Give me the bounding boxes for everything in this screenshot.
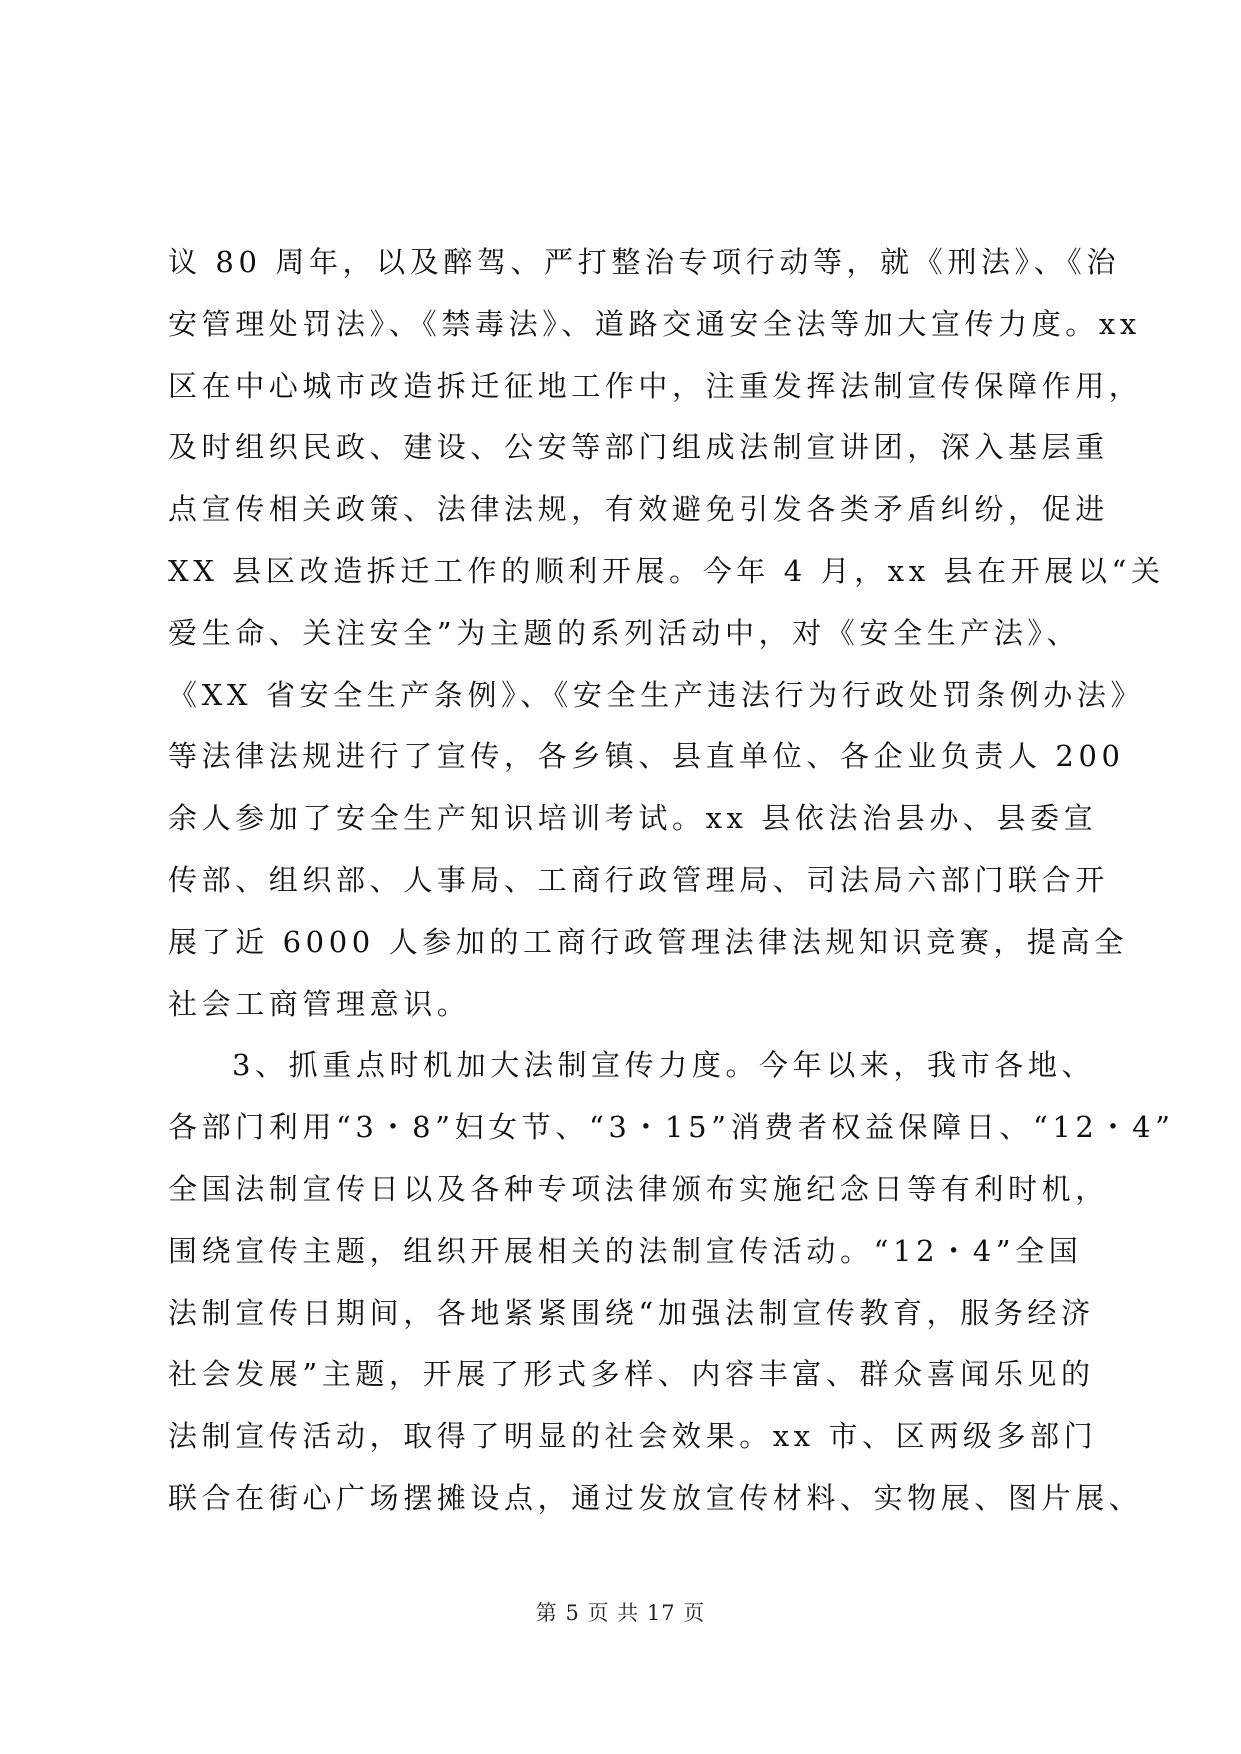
body-line: 安管理处罚法》、《禁毒法》、道路交通安全法等加大宣传力度。xx [168, 306, 1141, 341]
document-body [168, 232, 1175, 1530]
body-line: 等法律法规进行了宣传，各乡镇、县直单位、各企业负责人 200 [168, 739, 1125, 774]
body-line: 社会工商管理意识。 [168, 986, 471, 1021]
body-line: 及时组织民政、建设、公安等部门组成法制宣讲团，深入基层重 [168, 430, 1109, 465]
body-line: 传部、组织部、人事局、工商行政管理局、司法局六部门联合开 [168, 862, 1109, 897]
body-line: 围绕宣传主题，组织开展相关的法制宣传活动。“12・4”全国 [168, 1233, 1083, 1268]
paragraph-start-line: 3、抓重点时机加大法制宣传力度。今年以来，我市各地、 [232, 1048, 1096, 1083]
body-line: 法制宣传日期间，各地紧紧围绕“加强法制宣传教育，服务经济 [168, 1295, 1095, 1330]
body-line: 《XX 省安全生产条例》、《安全生产违法行为行政处罚条例办法》 [168, 677, 1145, 712]
body-line: 爱生命、关注安全”为主题的系列活动中，对《安全生产法》、 [168, 615, 1081, 650]
page-number-footer: 第 5 页 共 17 页 [535, 1601, 706, 1625]
body-line: XX 县区改造拆迁工作的顺利开展。今年 4 月，xx 县在开展以“关 [168, 553, 1165, 588]
body-line: 议 80 周年，以及醉驾、严打整治专项行动等，就《刑法》、《治 [168, 245, 1120, 279]
body-line: 区在中心城市改造拆迁征地工作中，注重发挥法制宣传保障作用， [168, 368, 1143, 403]
body-line: 法制宣传活动，取得了明显的社会效果。xx 市、区两级多部门 [168, 1419, 1098, 1454]
body-line: 全国法制宣传日以及各种专项法律颁布实施纪念日等有利时机， [168, 1171, 1109, 1206]
body-line: 展了近 6000 人参加的工商行政管理法律法规知识竞赛，提高全 [168, 924, 1128, 959]
body-line: 点宣传相关政策、法律法规，有效避免引发各类矛盾纠纷，促进 [168, 492, 1109, 527]
body-line: 联合在街心广场摆摊设点，通过发放宣传材料、实物展、图片展、 [168, 1480, 1143, 1515]
body-line: 各部门利用“3・8”妇女节、“3・15”消费者权益保障日、“12・4” [168, 1110, 1175, 1145]
body-line: 余人参加了安全生产知识培训考试。xx 县依法治县办、县委宣 [168, 801, 1098, 836]
body-line: 社会发展”主题，开展了形式多样、内容丰富、群众喜闻乐见的 [168, 1357, 1095, 1392]
